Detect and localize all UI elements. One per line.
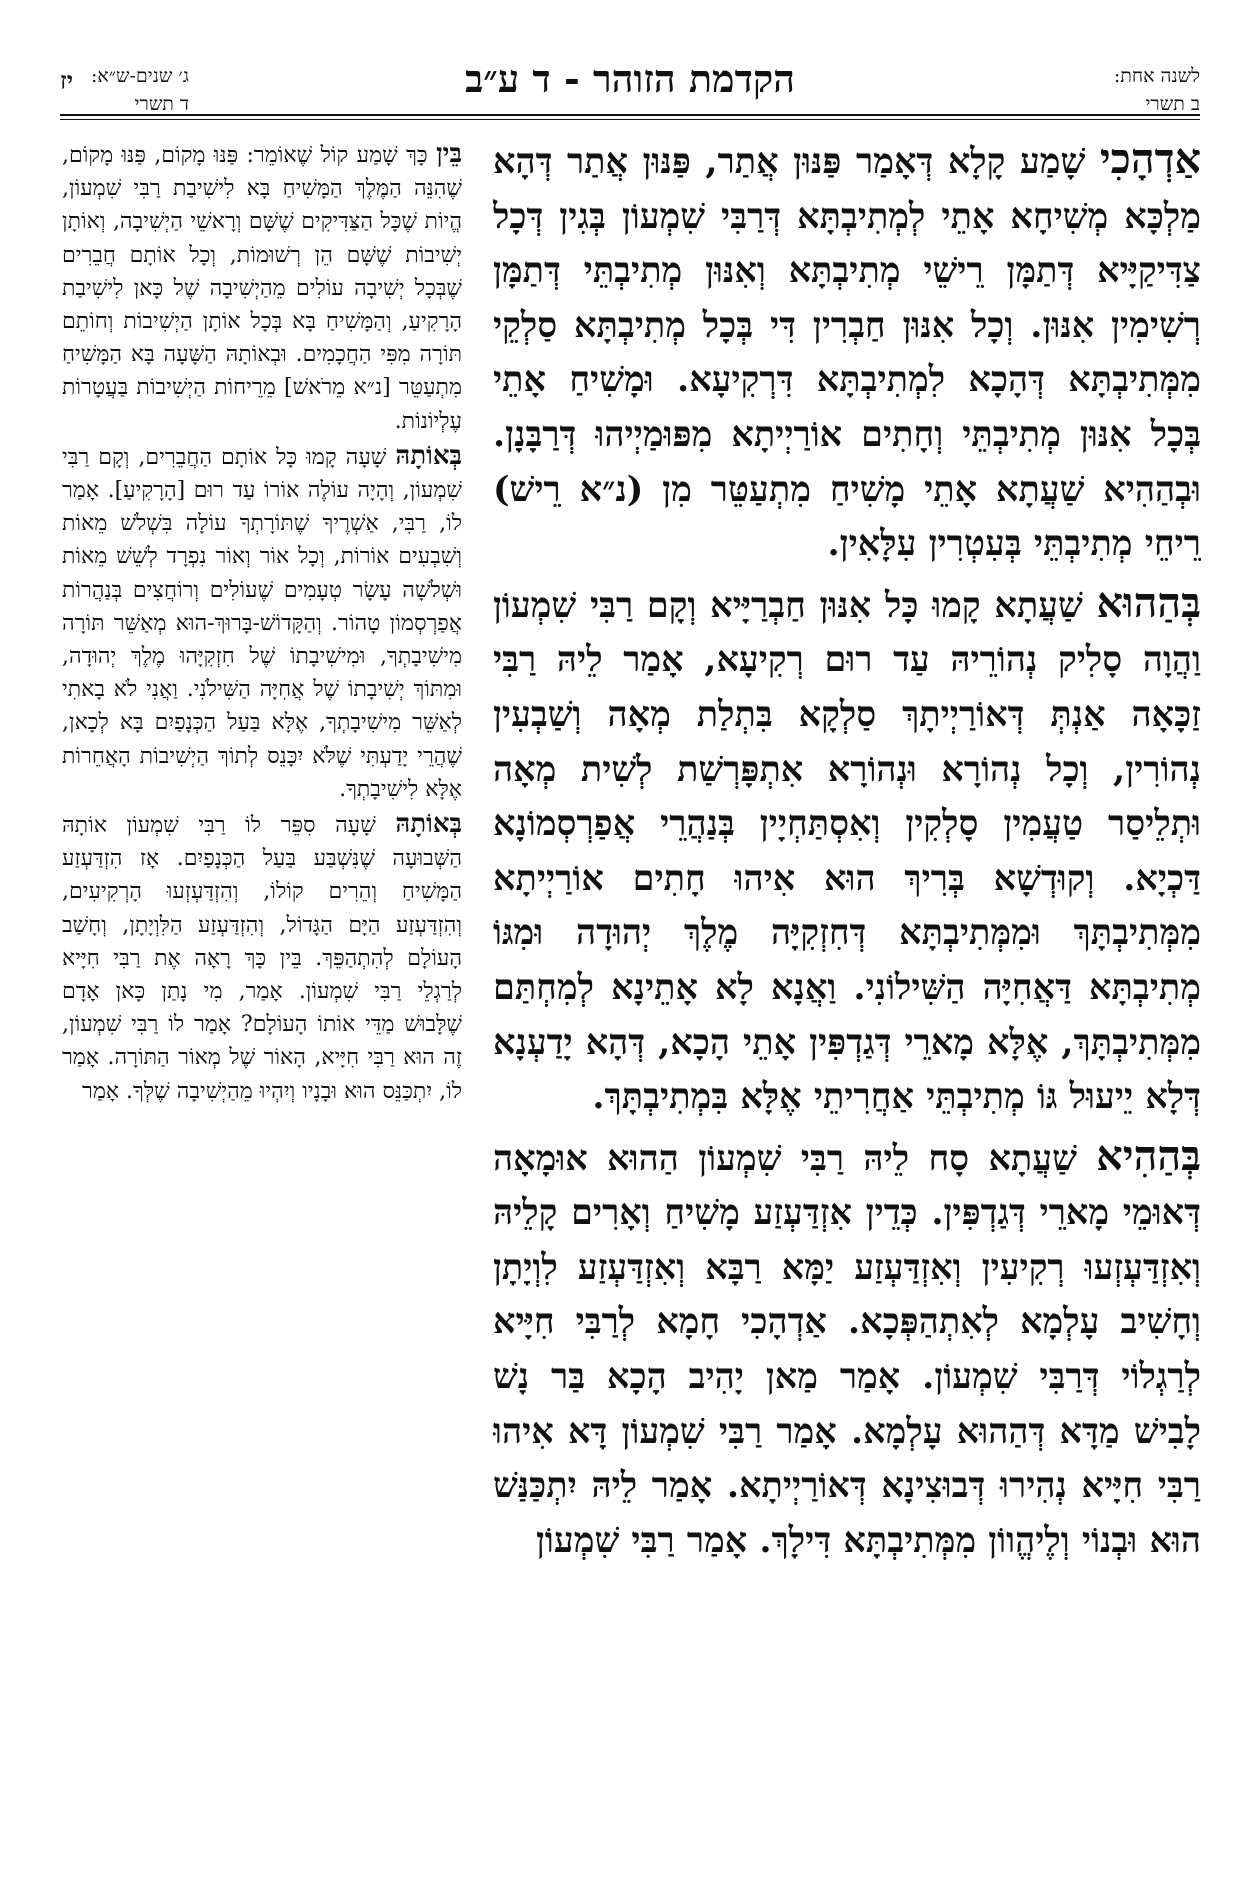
page-title: הקדמת הזוהר - ד ע״ב bbox=[464, 56, 796, 101]
paragraph-text: שָׁמַע קָלָא דְּאָמַר פַּנּוּן אֲתַר, פַּנּוּן אֲתַר דְּהָא מַלְכָּא מְשִׁיחָא אָתֵי לְמְתִיבְתָּא דְּרַבִּי שִׁמְעוֹן בְּגִין דְּכָל צַדִּיקַיָּיא דְּתַמָּן רֵישֵׁי מְתִיבְתָּא וְאִנּוּן מְתִיבְתֵּי דְּתַמָּן רְשִׁימִין אִנּוּן. וְכָל אִנּוּן חַבְרִין דִּי בְּכָל מְתִיבְתָּא סַלְקֵי מִמְּתִיבְתָּא דְּהָכָא לִמְתִיבְתָּא דִּרְקִיעָא. וּמָשִׁיחַ אָתֵי בְּכָל אִנּוּן מְתִיבְתֵּי וְחָתִים אוֹרַיְיתָא מִפּוּמַיְיהוּ דְּרַבָּנָן. וּבְהַהִיא שַׁעֲתָא אָתֵי מָשִׁיחַ מִתְעַטֵּר מִן (נ״א רֵישׁ) רֵיחֵי מְתִיבְתֵּי בְּעִטְרִין עִלָּאִין. bbox=[493, 141, 1201, 565]
paragraph-opener: בְּהַהוּא bbox=[1096, 577, 1201, 627]
hebrew-paragraph-2 bbox=[62, 440, 462, 806]
hebrew-paragraph-1 bbox=[62, 138, 462, 438]
hebrew-paragraph-3 bbox=[62, 808, 462, 1108]
paragraph-opener: אַדְהָכִי bbox=[1099, 134, 1201, 183]
aramaic-column bbox=[493, 132, 1201, 1852]
header-rule bbox=[60, 114, 1200, 116]
header-right-schedule bbox=[1114, 62, 1200, 118]
paragraph-opener: בֵּין bbox=[436, 139, 462, 169]
aramaic-paragraph-1 bbox=[493, 132, 1201, 572]
paragraph-text: כָּךְ שָׁמַע קוֹל שֶׁאוֹמֵר: פַּנּוּ מָקוֹם, פַּנּוּ מָקוֹם, שֶׁהִנֵּה הַמֶּלֶךְ הַמָּשִׁיחַ בָּא לִישִׁיבַת רַבִּי שִׁמְעוֹן, הֱיוֹת שֶׁכָּל הַצַּדִּיקִים שֶׁשָּׁם וְרָאשֵׁי הַיְשִׁיבָה, וְאוֹתָן יְשִׁיבוֹת שֶׁשָּׁם הֵן רְשׁוּמוֹת, וְכָל אוֹתָם חֲבֵרִים שֶׁבְּכָל יְשִׁיבָה עוֹלִים מֵהַיְשִׁיבָה שֶׁל כָּאן לִישִׁיבַת הָרָקִיעַ, וְהַמָּשִׁיחַ בָּא בְּכָל אוֹתָן הַיְשִׁיבוֹת וְחוֹתֵם תּוֹרָה מִפִּי הַחֲכָמִים. וּבְאוֹתָהּ הַשָּׁעָה בָּא הַמָּשִׁיחַ מִתְעַטֵּר [נ״א מֵרֹאשׁ] מֵרֵיחוֹת הַיְשִׁיבוֹת בַּעֲטָרוֹת עֶלְיוֹנוֹת. bbox=[62, 143, 462, 434]
paragraph-opener: בְּהַהִיא bbox=[1096, 1130, 1201, 1180]
page-number: יז bbox=[60, 66, 73, 95]
page-header bbox=[60, 52, 1200, 114]
aramaic-paragraph-2 bbox=[493, 576, 1201, 1125]
hebrew-translation-column bbox=[62, 138, 462, 1853]
header-right-bottom: ב תשרי bbox=[1145, 93, 1200, 115]
paragraph-text: שָׁעָה קָמוּ כָּל אוֹתָם הַחֲבֵרִים, וְקָם רַבִּי שִׁמְעוֹן, וְהָיָה עוֹלֶה אוֹרוֹ עַד רוּם [הָרָקִיעַ]. אָמַר לוֹ, רַבִּי, אַשְׁרֶיךָ שֶׁתּוֹרָתְךָ עוֹלָה בִּשְׁלֹשׁ מֵאוֹת וְשִׁבְעִים אוֹרוֹת, וְכָל אוֹר וְאוֹר נִפְרָד לְשֵׁשׁ מֵאוֹת וּשְׁלֹשָׁה עָשָׂר טְעָמִים שֶׁעוֹלִים וְרוֹחֲצִים בְּנַהֲרוֹת אֲפַרְסְמוֹן טָהוֹר. וְהַקָּדוֹשׁ-בָּרוּךְ-הוּא מְאַשֵּׁר תּוֹרָה מִישִׁיבָתְךָ, וּמִישִׁיבָתוֹ שֶׁל חִזְקִיָּהוּ מֶלֶךְ יְהוּדָה, וּמִתּוֹךְ יְשִׁיבָתוֹ שֶׁל אֲחִיָּה הַשִּׁילֹנִי. וַאֲנִי לֹא בָאתִי לְאַשֵּׁר מִישִׁיבָתְךָ, אֶלָּא בַּעַל הַכְּנָפַיִם בָּא לְכָאן, שֶׁהֲרֵי יָדַעְתִּי שֶׁלֹּא יִכָּנֵס לְתוֹךְ הַיְשִׁיבוֹת הָאֲחֵרוֹת אֶלָּא לִישִׁיבָתְךָ. bbox=[62, 444, 462, 802]
paragraph-opener: בְּאוֹתָהּ bbox=[395, 809, 462, 840]
paragraph-opener: בְּאוֹתָהּ bbox=[395, 440, 462, 471]
header-right-top: לשנה אחת: bbox=[1113, 65, 1200, 87]
aramaic-paragraph-3 bbox=[493, 1129, 1201, 1569]
paragraph-text: שַׁעֲתָא קָמוּ כָּל אִנּוּן חַבְרַיָּיא וְקָם רַבִּי שִׁמְעוֹן וַהֲוָה סָלִיק נְהוֹרֵיהּ עַד רוּם רְקִיעָא, אָמַר לֵיהּ רַבִּי זַכָּאָה אַנְתְּ דְּאוֹרַיְיתָךְ סַלְקָא בִּתְלַת מְאָה וְשַׁבְעִין נְהוֹרִין, וְכָל נְהוֹרָא וּנְהוֹרָא אִתְפָּרְשַׁת לְשִׁית מְאָה וּתְלֵיסַר טַעֲמִין סָלְקִין וְאִסְתַּחְיָין בְּנַהֲרֵי אֲפַרְסְמוֹנָא דַּכְיָא. וְקוּדְשָׁא בְּרִיךְ הוּא אִיהוּ חָתִים אוֹרַיְיתָא מִמְּתִיבְתָּךְ וּמִמְּתִיבְתָּא דְּחִזְקִיָּה מֶלֶךְ יְהוּדָה וּמִגּוֹ מְתִיבְתָּא דַּאֲחִיָּה הַשִּׁילוֹנִי. וַאֲנָא לָא אָתֵינָא לְמִחְתַּם מִמְּתִיבְתָּךְ, אֶלָּא מָארֵי דְּגַדְפִּין אָתֵי הָכָא, דְּהָא יָדַעְנָא דְּלָא יֵיעוּל גּוֹ מְתִיבְתֵּי אַחֲרִיתֵי אֶלָּא בִּמְתִיבְתָּךְ. bbox=[493, 584, 1201, 1118]
paragraph-text: שַׁעֲתָא סָח לֵיהּ רַבִּי שִׁמְעוֹן הַהוּא אוּמָאָה דְּאוּמֵי מָארֵי דְּגַדְפִּין. כְּדֵין אִזְדַּעְזַע מָשִׁיחַ וְאָרִים קָלֵיהּ וְאִזְדַּעְזְעוּ רְקִיעִין וְאִזְדַּעְזַע יַמָּא רַבָּא וְאִזְדַּעְזַע לִוְיָתָן וְחָשִׁיב עָלְמָא לְאִתְהַפְּכָא. אַדְהָכִי חָמָא לְרַבִּי חִיָּיא לְרַגְלוֹי דְּרַבִּי שִׁמְעוֹן. אָמַר מַאן יָהִיב הָכָא בַּר נָשׁ לָבִישׁ מַדָּא דְּהַהוּא עָלְמָא. אָמַר רַבִּי שִׁמְעוֹן דָּא אִיהוּ רַבִּי חִיָּיא נְהִירוּ דְּבוּצִינָא דְּאוֹרַיְיתָא. אָמַר לֵיהּ יִתְכַּנַּשׁ הוּא וּבְנוֹי וְלֶיהֱווֹן מִמְּתִיבְתָּא דִּילָךְ. אָמַר רַבִּי שִׁמְעוֹן bbox=[493, 1137, 1201, 1561]
header-rule-thin bbox=[60, 119, 1200, 120]
paragraph-text: שָׁעָה סִפֵּר לוֹ רַבִּי שִׁמְעוֹן אוֹתָהּ הַשְּׁבוּעָה שֶׁנִּשְׁבַּע בַּעַל הַכְּנָפַיִם. אָז הִזְדַּעְזַע הַמָּשִׁיחַ וְהֵרִים קוֹלוֹ, וְהִזְדַּעְזְעוּ הָרְקִיעִים, וְהִזְדַּעְזַע הַיָּם הַגָּדוֹל, וְהִזְדַּעְזַע הַלִּוְיָתָן, וְחָשַׁב הָעוֹלָם לְהִתְהַפֵּךְ. בֵּין כָּךְ רָאָה אֶת רַבִּי חִיָּיא לְרַגְלֵי רַבִּי שִׁמְעוֹן. אָמַר, מִי נָתַן כָּאן אָדָם שֶׁלָּבוּשׁ מַדֵּי אוֹתוֹ הָעוֹלָם? אָמַר לוֹ רַבִּי שִׁמְעוֹן, זֶה הוּא רַבִּי חִיָּיא, הָאוֹר שֶׁל מְאוֹר הַתּוֹרָה. אָמַר לוֹ, יִתְכַּנֵּס הוּא וּבָנָיו וְיִהְיוּ מֵהַיְשִׁיבָה שֶׁלְּךָ. אָמַר bbox=[62, 813, 462, 1104]
header-left-bottom: ד תשרי bbox=[134, 93, 190, 115]
header-left-top: ג׳ שנים-ש״א: bbox=[90, 65, 190, 87]
